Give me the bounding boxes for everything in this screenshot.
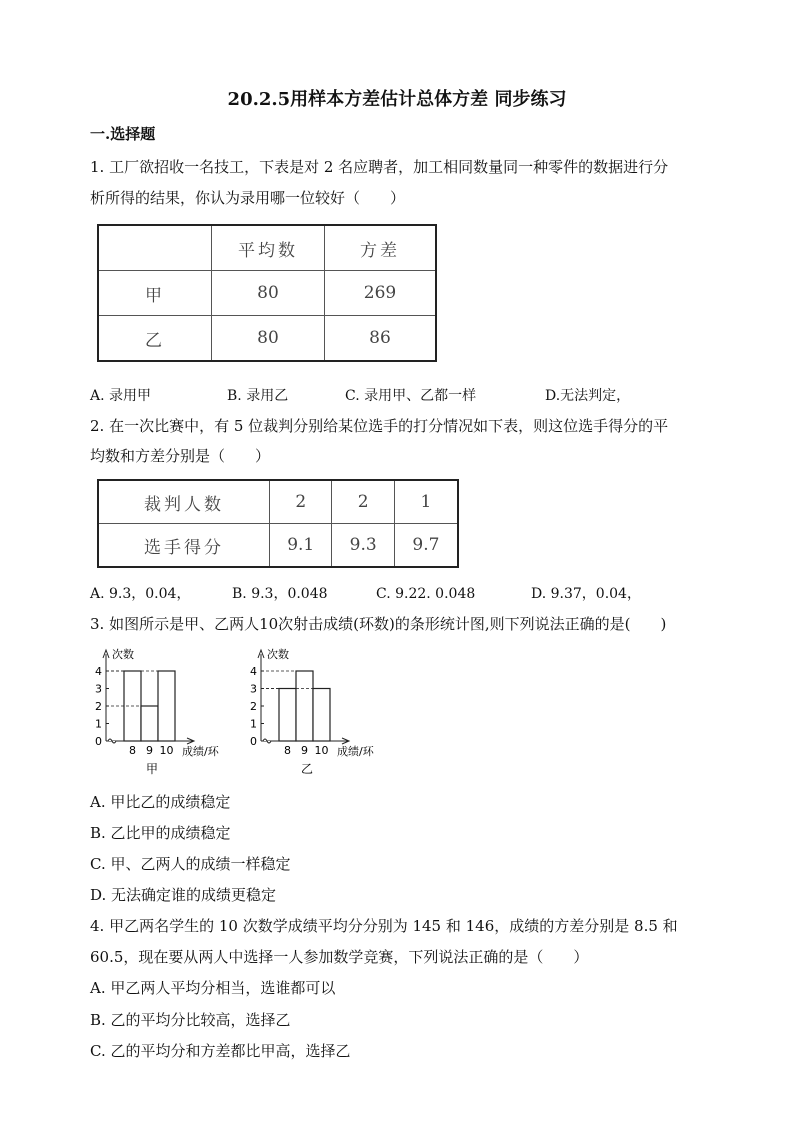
q1-option-a[interactable]: A. 录用甲 [90,388,152,404]
axis-break-mark [108,739,116,743]
q1-option-c[interactable]: C. 录用甲、乙都一样 [345,388,477,404]
table-cell: 80 [212,271,325,316]
chart-title: 乙 [300,762,314,776]
table-cell: 9.7 [394,524,458,568]
y-tick-label: 1 [95,717,102,731]
q2-table [97,479,459,568]
x-tick-label: 10 [159,744,174,757]
table-row [98,524,458,568]
q1-option-d[interactable]: D.无法判定， [545,388,631,404]
q3-option-d[interactable]: D. 无法确定谁的成绩更稳定 [90,886,277,904]
q1-table [97,224,437,362]
x-tick-label: 8 [284,744,291,757]
q1-text-line2: 析所得的结果，你认为录用哪一位较好（ ） [90,189,406,207]
x-axis-label: 成绩/环 [182,745,219,758]
q2-text-line2: 均数和方差分别是（ ） [90,447,271,465]
y-tick-label: 1 [250,717,257,731]
q1-options [90,385,630,405]
q4-option-c[interactable]: C. 乙的平均分和方差都比甲高，选择乙 [90,1042,351,1060]
y-tick-label: 3 [95,682,102,696]
section-heading: 一.选择题 [90,125,156,143]
table-row-label: 甲 [98,271,212,316]
y-tick-label: 2 [95,700,102,713]
y-axis-label: 次数 [112,648,134,661]
q2-option-c[interactable]: C. 9.22. 0.048 [376,586,476,602]
q3-text-line1: 3. 如图所示是甲、乙两人10次射击成绩(环数)的条形统计图,则下列说法正确的是( ) [90,615,667,633]
table-cell: 1 [394,480,458,524]
y-tick-label: 0 [95,735,102,748]
table-cell: 86 [325,316,437,362]
y-tick-label: 2 [250,700,257,713]
table-row-label: 裁判人数 [98,480,270,524]
table-row-label: 乙 [98,316,212,362]
table-header-cell: 平均数 [212,225,325,271]
x-tick-label: 8 [129,744,136,757]
table-row [98,480,458,524]
q2-options [90,583,641,603]
q3-option-b[interactable]: B. 乙比甲的成绩稳定 [90,824,231,842]
q4-option-a[interactable]: A. 甲乙两人平均分相当，选谁都可以 [90,979,336,997]
x-tick-label: 10 [314,744,329,757]
table-header-cell: 方差 [325,225,437,271]
q3-option-a[interactable]: A. 甲比乙的成绩稳定 [90,793,231,811]
x-tick-label: 9 [146,744,153,757]
chart-yi [245,640,405,780]
q1-option-b[interactable]: B. 录用乙 [227,388,289,404]
q3-option-c[interactable]: C. 甲、乙两人的成绩一样稳定 [90,855,291,873]
y-tick-label: 3 [250,682,257,696]
q1-text-line1: 1. 工厂欲招收一名技工，下表是对 2 名应聘者，加工相同数量同一种零件的数据进行分 [90,158,669,176]
y-tick-label: 4 [250,665,257,678]
table-row [98,225,436,271]
table-cell: 80 [212,316,325,362]
table-cell: 9.3 [332,524,394,568]
table-cell: 269 [325,271,437,316]
bar-9 [141,706,158,741]
q4-text-line2: 60.5，现在要从两人中选择一人参加数学竞赛，下列说法正确的是（ ） [90,948,589,966]
bar-8 [279,689,296,742]
table-cell: 9.1 [270,524,332,568]
q4-text-line1: 4. 甲乙两名学生的 10 次数学成绩平均分分别为 145 和 146，成绩的方差分别是 8.5 和 [90,917,678,935]
x-axis-label: 成绩/环 [337,745,374,758]
y-tick-label: 4 [95,665,102,678]
axis-break-mark [263,739,271,743]
q2-option-a[interactable]: A. 9.3，0.04， [90,586,191,602]
chart-title: 甲 [145,762,159,776]
table-row [98,271,436,316]
table-row [98,316,436,362]
bar-10 [158,671,175,741]
x-tick-label: 9 [301,744,308,757]
q2-text-line1: 2. 在一次比赛中，有 5 位裁判分别给某位选手的打分情况如下表，则这位选手得分的平 [90,417,669,435]
bar-9 [296,671,313,741]
q4-option-b[interactable]: B. 乙的平均分比较高，选择乙 [90,1011,291,1029]
chart-jia [90,640,250,780]
q2-option-d[interactable]: D. 9.37，0.04， [531,586,641,602]
page-title: 20.2.5用样本方差估计总体方差 同步练习 [227,89,567,110]
table-cell [98,225,212,271]
y-tick-label: 0 [250,735,257,748]
q2-option-b[interactable]: B. 9.3，0.048 [232,586,328,602]
y-axis-label: 次数 [267,648,289,661]
table-cell: 2 [270,480,332,524]
bar-10 [313,689,330,742]
table-cell: 2 [332,480,394,524]
table-row-label: 选手得分 [98,524,270,568]
